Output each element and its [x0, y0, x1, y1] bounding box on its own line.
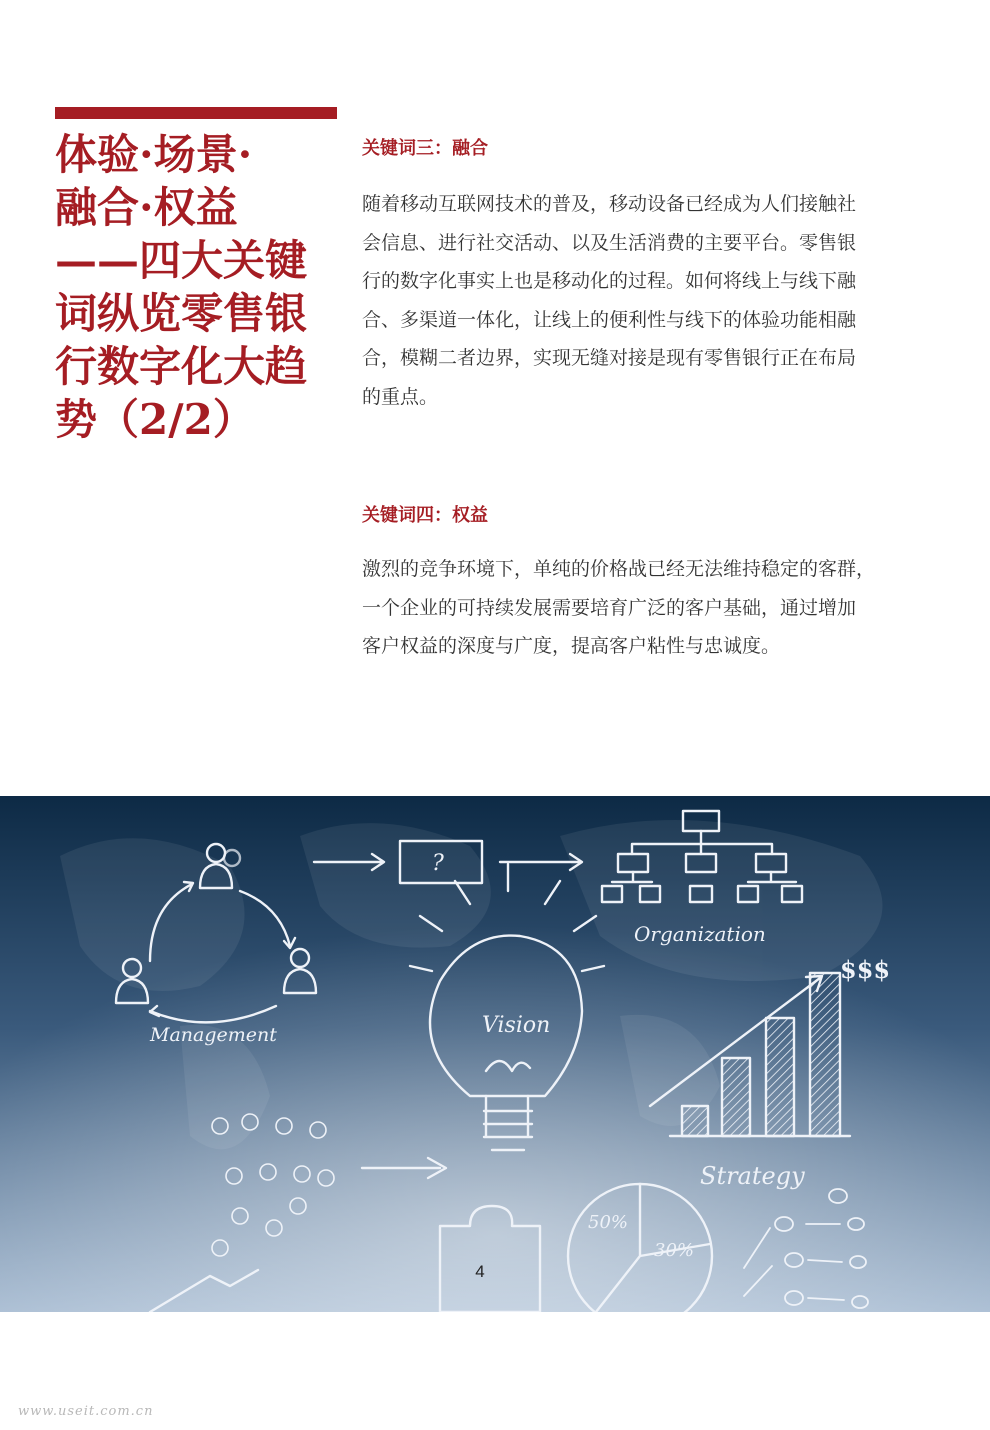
paragraph-line: 会信息、进行社交活动、以及生活消费的主要平台。零售银: [362, 231, 857, 254]
vision-label: Vision: [482, 1013, 551, 1038]
paragraph-line: 一个企业的可持续发展需要培育广泛的客户基础，通过增加: [362, 596, 857, 619]
paragraph-line: 行的数字化事实上也是移动化的过程。如何将线上与线下融: [362, 270, 857, 292]
organization-label: Organization: [634, 922, 766, 946]
business-chalk-illustration: [0, 796, 990, 1312]
paragraph-line: 客户权益的深度与广度，提高客户粘性与忠诚度。: [362, 635, 781, 657]
pie-label-30: 30%: [654, 1240, 695, 1261]
paragraph-line: 激烈的竞争环境下，单纯的价格战已经无法维持稳定的客群，: [362, 558, 876, 580]
keyword-four-heading: 关键词四：权益: [362, 505, 488, 526]
title-line: ——四大关键: [55, 236, 308, 285]
question-mark-label: ?: [432, 851, 444, 876]
paragraph-line: 合、多渠道一体化，让线上的便利性与线下的体验功能相融: [362, 308, 857, 331]
watermark: www.useit.com.cn: [18, 1404, 154, 1419]
title-line: 词纵览零售银: [55, 289, 308, 338]
management-label: Management: [150, 1024, 277, 1046]
keyword-three-heading: 关键词三：融合: [362, 138, 488, 159]
title-rule: [55, 107, 337, 119]
page-number: 4: [475, 1262, 485, 1281]
keyword-four-paragraph: [362, 550, 875, 666]
keyword-three-paragraph: [362, 185, 856, 416]
money-label: $$$: [840, 955, 891, 984]
pie-label-50: 50%: [588, 1212, 629, 1233]
paragraph-line: 的重点。: [362, 385, 439, 408]
page-title: [55, 128, 340, 446]
strategy-label: Strategy: [700, 1162, 805, 1190]
paragraph-line: 合，模糊二者边界，实现无缝对接是现有零售银行正在布局: [362, 347, 857, 369]
title-line: 体验·场景·: [55, 130, 253, 179]
title-line: 融合·权益: [55, 183, 238, 232]
title-line: 势（2/2）: [55, 395, 255, 444]
title-line: 行数字化大趋: [55, 342, 308, 391]
paragraph-line: 随着移动互联网技术的普及，移动设备已经成为人们接触社: [362, 193, 857, 215]
